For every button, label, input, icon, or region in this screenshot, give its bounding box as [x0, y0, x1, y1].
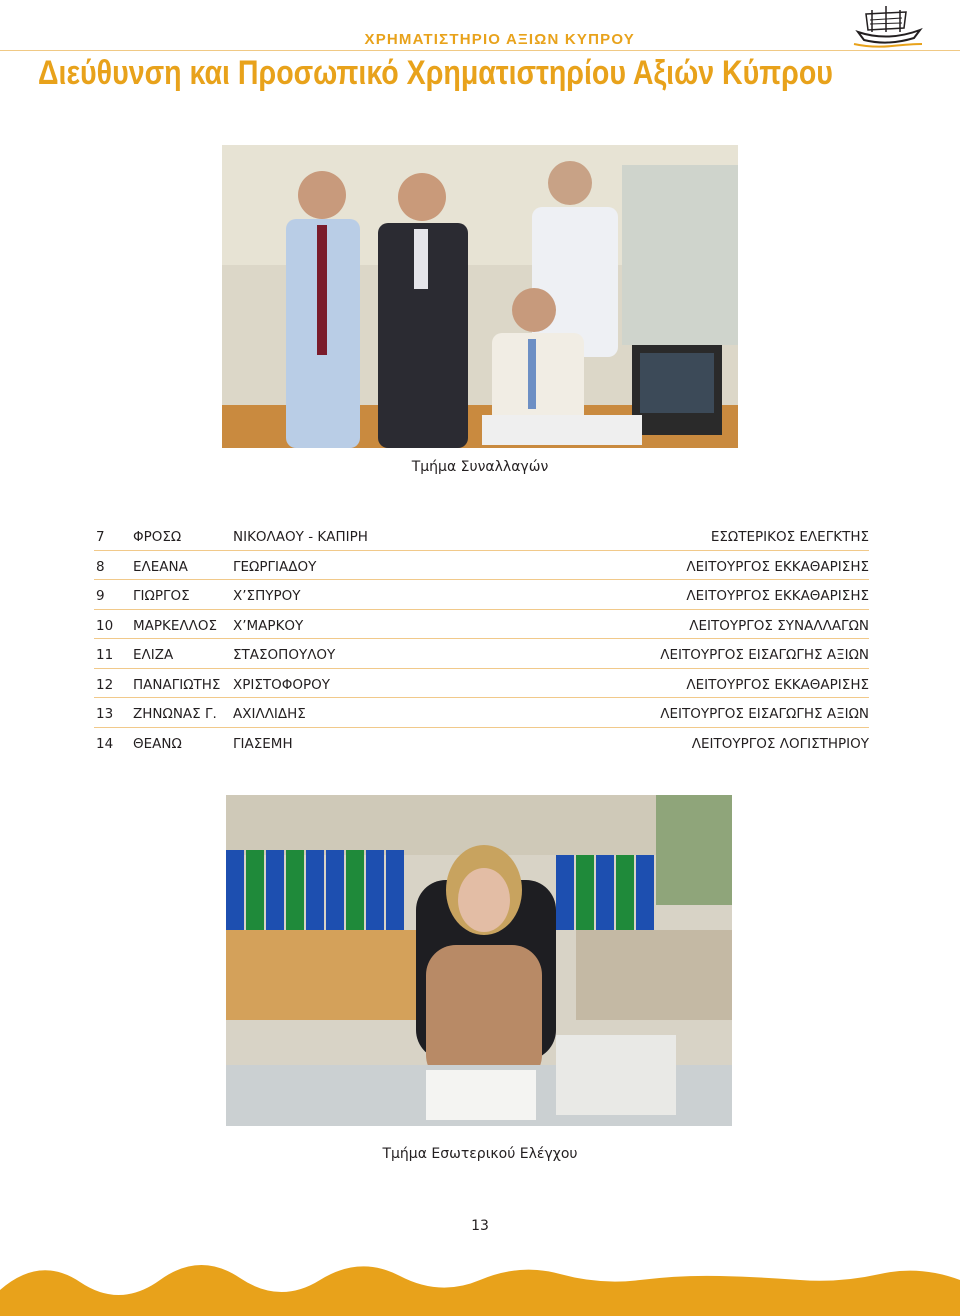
staff-first-name: ΜΑΡΚΕΛΛΟΣ	[133, 617, 218, 634]
staff-last-name: Χ’ΣΠΥΡΟΥ	[233, 588, 301, 604]
group-photo-trading-department	[222, 145, 738, 448]
staff-last-name: ΓΙΑΣΕΜΗ	[233, 735, 293, 752]
staff-number: 11	[96, 647, 114, 663]
staff-row	[94, 698, 869, 728]
staff-role: ΛΕΙΤΟΥΡΓΟΣ ΕΚΚΑΘΑΡΙΣΗΣ	[686, 676, 869, 693]
staff-number: 13	[96, 706, 114, 722]
staff-last-name: Χ’ΜΑΡΚΟΥ	[233, 617, 304, 634]
staff-row	[94, 639, 869, 669]
staff-first-name: ΕΛΕΑΝΑ	[133, 558, 188, 575]
page-title: Διεύθυνση και Προσωπικό Χρηματιστηρίου Αξιών Κύπρου	[38, 54, 833, 92]
decorative-wave-footer	[0, 1250, 960, 1316]
staff-number: 10	[96, 617, 114, 634]
header-brand: ΧΡΗΜΑΤΙΣΤΗΡΙΟ ΑΞΙΩΝ ΚΥΠΡΟΥ	[364, 31, 635, 48]
staff-row	[94, 669, 869, 699]
staff-first-name: ΖΗΝΩΝΑΣ Γ.	[133, 706, 217, 722]
staff-row	[94, 551, 869, 581]
staff-last-name: ΧΡΙΣΤΟΦΟΡΟΥ	[233, 676, 331, 693]
staff-first-name: ΦΡΟΣΩ	[133, 529, 182, 545]
photo-caption-internal-audit: Τμήμα Εσωτερικού Ελέγχου	[382, 1146, 578, 1162]
staff-list	[94, 521, 869, 756]
page-number: 13	[471, 1218, 489, 1234]
staff-role: ΕΣΩΤΕΡΙΚΟΣ ΕΛΕΓΚΤΗΣ	[710, 529, 869, 545]
staff-number: 14	[96, 735, 114, 752]
photo-caption-trading: Τμήμα Συναλλαγών	[411, 459, 549, 475]
staff-role: ΛΕΙΤΟΥΡΓΟΣ ΕΙΣΑΓΩΓΗΣ ΑΞΙΩΝ	[660, 647, 869, 663]
staff-number: 9	[96, 588, 105, 604]
staff-first-name: ΕΛΙΖΑ	[133, 647, 174, 663]
staff-role: ΛΕΙΤΟΥΡΓΟΣ ΛΟΓΙΣΤΗΡΙΟΥ	[691, 735, 869, 752]
staff-first-name: ΠΑΝΑΓΙΩΤΗΣ	[133, 676, 221, 693]
staff-row	[94, 580, 869, 610]
staff-number: 7	[96, 529, 105, 545]
staff-row	[94, 728, 869, 757]
staff-role: ΛΕΙΤΟΥΡΓΟΣ ΕΙΣΑΓΩΓΗΣ ΑΞΙΩΝ	[660, 706, 869, 722]
staff-role: ΛΕΙΤΟΥΡΓΟΣ ΣΥΝΑΛΛΑΓΩΝ	[689, 617, 869, 634]
header-rule	[0, 50, 960, 51]
staff-row	[94, 521, 869, 551]
staff-last-name: ΓΕΩΡΓΙΑΔΟΥ	[233, 558, 317, 575]
staff-row	[94, 610, 869, 640]
ship-logo-icon	[852, 2, 924, 50]
staff-last-name: ΣΤΑΣΟΠΟΥΛΟΥ	[233, 647, 336, 663]
staff-role: ΛΕΙΤΟΥΡΓΟΣ ΕΚΚΑΘΑΡΙΣΗΣ	[686, 588, 869, 604]
staff-role: ΛΕΙΤΟΥΡΓΟΣ ΕΚΚΑΘΑΡΙΣΗΣ	[686, 558, 869, 575]
staff-first-name: ΓΙΩΡΓΟΣ	[133, 588, 190, 604]
staff-number: 8	[96, 558, 105, 575]
staff-last-name: ΝΙΚΟΛΑΟΥ - ΚΑΠΙΡΗ	[233, 529, 368, 545]
staff-last-name: ΑΧΙΛΛΙΔΗΣ	[233, 706, 306, 722]
staff-first-name: ΘΕΑΝΩ	[133, 735, 182, 752]
staff-number: 12	[96, 676, 114, 693]
photo-internal-audit-department	[226, 795, 732, 1126]
